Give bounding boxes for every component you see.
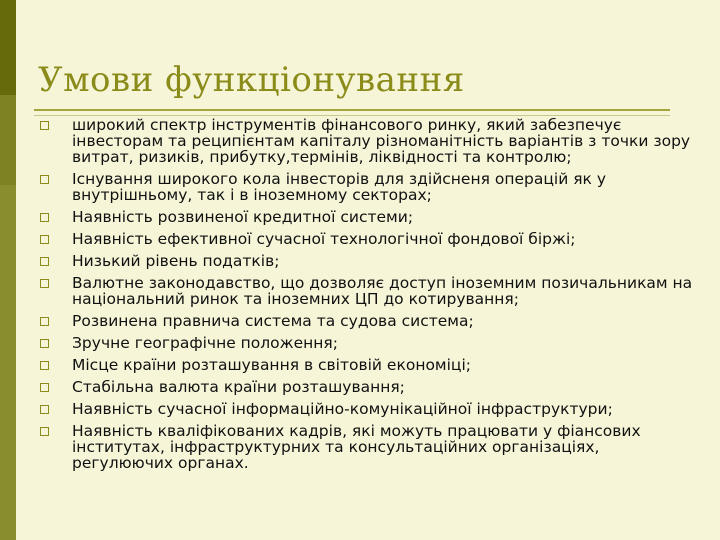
bullet-list (40, 117, 700, 477)
list-item (40, 335, 700, 351)
slide-title: Умови функціонування (38, 60, 465, 100)
list-item (40, 275, 700, 307)
bullet-text: Зручне географічне положення; (72, 334, 338, 352)
bullet-text: Валютне законодавство, що дозволяє доступ іноземним позичальникам на національний ринок та іноземних ЦП до котирування; (72, 274, 693, 308)
bullet-text: Наявність ефективної сучасної технологічної фондової біржі; (72, 230, 576, 248)
list-item (40, 401, 700, 417)
list-item (40, 231, 700, 247)
bullet-text: Наявність розвиненої кредитної системи; (72, 208, 414, 226)
square-bullet-icon (40, 175, 49, 184)
bullet-text: Наявність сучасної інформаційно-комунікаційної інфраструктури; (72, 400, 613, 418)
bullet-text: Наявність кваліфікованих кадрів, які можуть працювати у фіансових інститутах, інфраструктурних та консультаційних організаціях, регулюючих органах. (72, 422, 641, 472)
bullet-text: Існування широкого кола інвесторів для здійсненя операцій як у внутрішньому, так і в іноземному секторах; (72, 170, 606, 204)
bullet-text: Місце країни розташування в світовій економіці; (72, 356, 472, 374)
list-item (40, 253, 700, 269)
square-bullet-icon (40, 339, 49, 348)
bullet-text: Низький рівень податків; (72, 252, 280, 270)
left-bar-segment (0, 0, 16, 95)
left-bar-segment (0, 95, 16, 185)
list-item (40, 313, 700, 329)
square-bullet-icon (40, 257, 49, 266)
square-bullet-icon (40, 121, 49, 130)
list-item (40, 423, 700, 471)
list-item (40, 209, 700, 225)
left-bar-segment (0, 185, 16, 540)
left-accent-bar (0, 0, 16, 540)
bullet-text: широкий спектр інструментів фінансового ринку, який забезпечує інвесторам та реципієнтам капіталу різноманітність варіантів з точки зору витрат, ризиків, прибутку,термінів, ліквідності та контролю; (72, 116, 691, 166)
list-item (40, 117, 700, 165)
bullet-text: Розвинена правнича система та судова система; (72, 312, 474, 330)
square-bullet-icon (40, 383, 49, 392)
square-bullet-icon (40, 213, 49, 222)
list-item (40, 379, 700, 395)
square-bullet-icon (40, 235, 49, 244)
square-bullet-icon (40, 279, 49, 288)
square-bullet-icon (40, 427, 49, 436)
list-item (40, 171, 700, 203)
square-bullet-icon (40, 361, 49, 370)
title-divider (34, 109, 670, 111)
list-item (40, 357, 700, 373)
square-bullet-icon (40, 317, 49, 326)
square-bullet-icon (40, 405, 49, 414)
bullet-text: Стабільна валюта країни розташування; (72, 378, 405, 396)
